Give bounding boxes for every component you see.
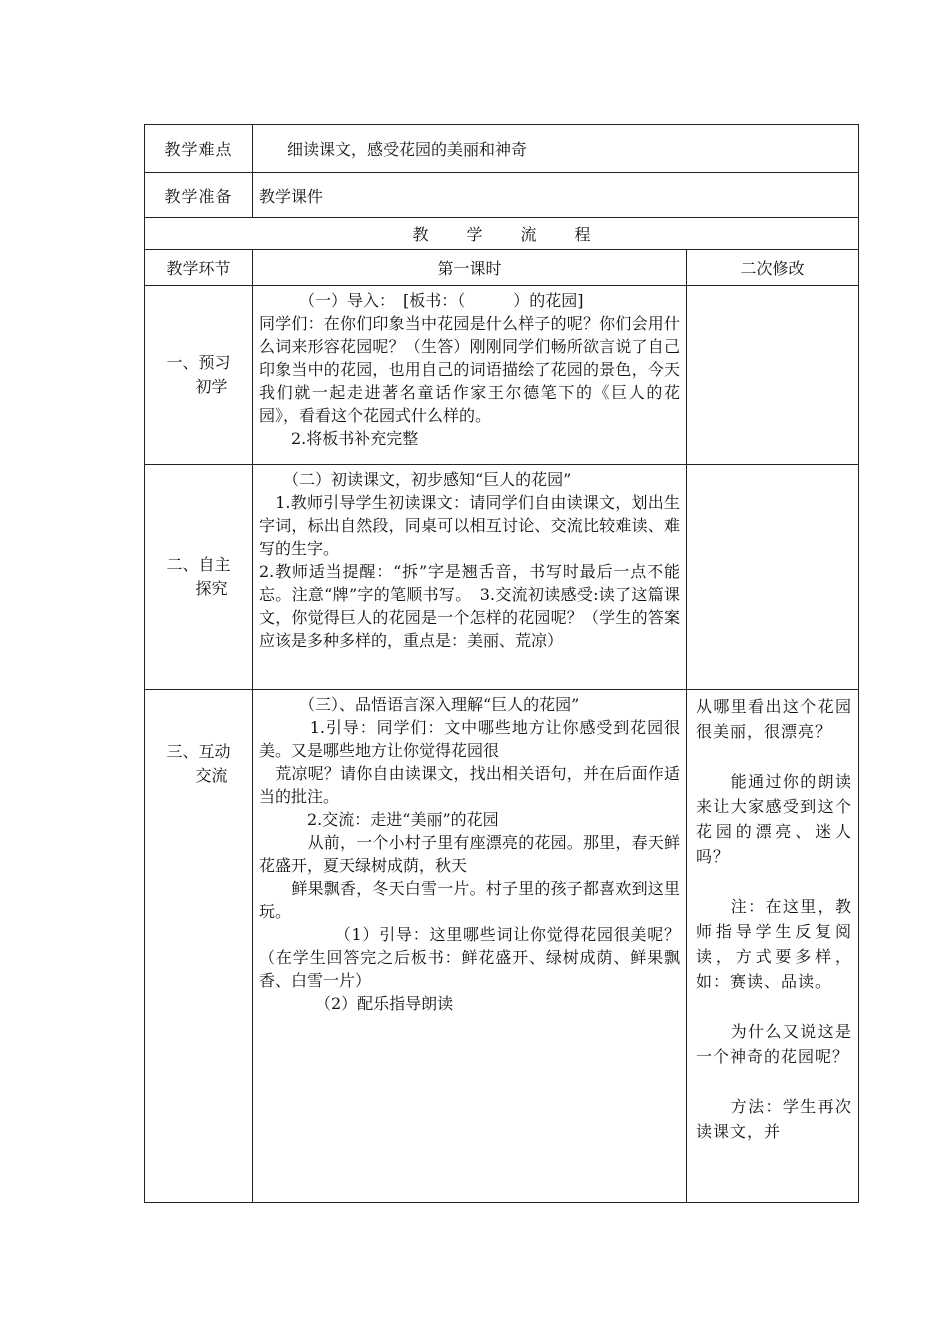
- revision-cell: [687, 286, 859, 465]
- prep-value: 教学课件: [253, 173, 859, 218]
- content-paragraph: 鲜果飘香，冬天白雪一片。村子里的孩子都喜欢到这里玩。: [259, 879, 680, 921]
- stage-label-line: 交流: [195, 766, 228, 785]
- revision-cell: [687, 465, 859, 690]
- stage-label-line: 二、自主: [166, 555, 231, 574]
- content-paragraph: （1）引导：这里哪些词让你觉得花园很美呢？（在学生回答完之后板书：鲜花盛开、绿树成荫、鲜果飘香、白雪一片）: [259, 925, 680, 990]
- content-paragraph: 荒凉呢？请你自由读课文，找出相关语句，并在后面作适当的批注。: [259, 764, 680, 806]
- revision-note: 能通过你的朗读来让大家感受到这个花园的漂亮、迷人吗？: [696, 772, 853, 866]
- difficulty-value: 细读课文，感受花园的美丽和神奇: [253, 125, 859, 173]
- stage-label-line: 三、互动: [166, 742, 231, 761]
- header-revision: 二次修改: [687, 250, 859, 286]
- stage-label: [145, 286, 253, 465]
- content-paragraph: 1.教师引导学生初读课文：请同学们自由读课文，划出生字词，标出自然段，同桌可以相互讨论、交流比较难读、难写的生字。: [259, 493, 680, 558]
- content-paragraph: 2.将板书补充完整: [259, 429, 419, 448]
- stage-label: [145, 465, 253, 690]
- difficulty-label: 教学难点: [145, 125, 253, 173]
- revision-note: 注：在这里，教师指导学生反复阅读，方式要多样，如：赛读、品读。: [696, 897, 853, 991]
- section-content: [253, 465, 687, 690]
- revision-cell: [687, 690, 859, 1203]
- content-paragraph: 从前，一个小村子里有座漂亮的花园。那里，春天鲜花盛开，夏天绿树成荫，秋天: [259, 833, 680, 875]
- difficulty-row: [145, 125, 859, 173]
- stage-label: [145, 690, 253, 1203]
- prep-row: [145, 173, 859, 218]
- flow-title: 教学流程: [145, 218, 859, 250]
- lesson-plan-table: [144, 124, 859, 1203]
- stage-label-line: 初学: [195, 377, 228, 396]
- section-row-explore: [145, 465, 859, 690]
- stage-label-line: 探究: [195, 579, 228, 598]
- content-paragraph: （二）初读课文，初步感知“巨人的花园”: [259, 470, 572, 489]
- header-stage: 教学环节: [145, 250, 253, 286]
- content-paragraph: 同学们：在你们印象当中花园是什么样子的呢？你们会用什么词来形容花园呢？（生答）刚刚同学们畅所欲言说了自己印象当中的花园，也用自己的词语描绘了花园的景色，今天我们就一起走进著名童话作家王尔德笔下的《巨人的花园》，看看这个花园式什么样的。: [259, 314, 680, 425]
- revision-note: 方法：学生再次读课文，并: [696, 1097, 853, 1141]
- section-row-interact: [145, 690, 859, 1203]
- revision-note: 从哪里看出这个花园很美丽，很漂亮？: [696, 697, 853, 741]
- header-first-lesson: 第一课时: [253, 250, 687, 286]
- section-row-preview: [145, 286, 859, 465]
- content-paragraph: （2）配乐指导朗读: [259, 994, 454, 1013]
- section-content: [253, 286, 687, 465]
- stage-label-line: 一、预习: [166, 353, 231, 372]
- content-paragraph: 2.交流：走进“美丽”的花园: [259, 810, 499, 829]
- header-row: [145, 250, 859, 286]
- content-paragraph: 1.引导：同学们：文中哪些地方让你感受到花园很美。又是哪些地方让你觉得花园很: [259, 718, 680, 760]
- flow-title-row: [145, 218, 859, 250]
- revision-note: 为什么又说这是一个神奇的花园呢？: [696, 1022, 853, 1066]
- section-content: [253, 690, 687, 1203]
- prep-label: 教学准备: [145, 173, 253, 218]
- content-paragraph: （一）导入： [板书：（ ）的花园]: [259, 291, 584, 310]
- content-paragraph: 2.教师适当提醒：“拆”字是翘舌音，书写时最后一点不能忘。注意“牌”字的笔顺书写。 3.交流初读感受:读了这篇课文，你觉得巨人的花园是一个怎样的花园呢？（学生的答案应该是多种多样的，重点是：美丽、荒凉）: [259, 562, 680, 650]
- content-paragraph: （三）、品悟语言深入理解“巨人的花园”: [259, 695, 580, 714]
